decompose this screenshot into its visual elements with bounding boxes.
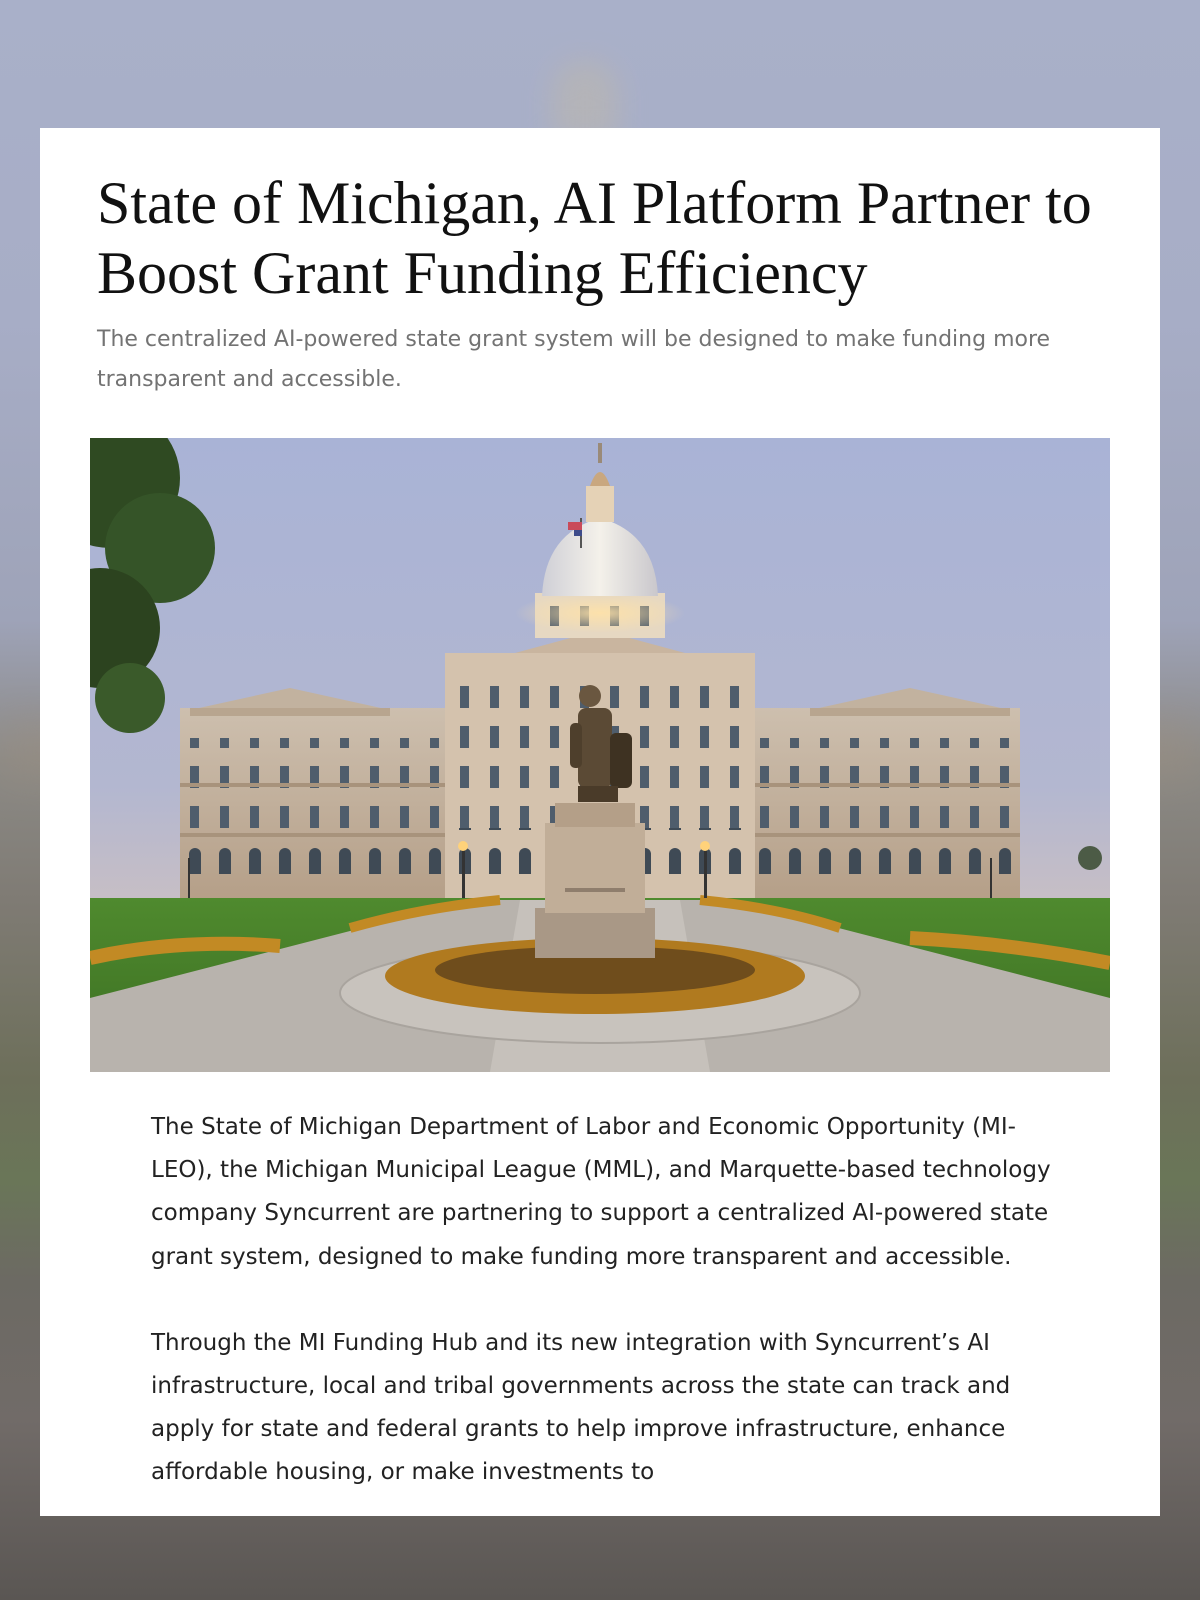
article-card [40, 128, 1160, 1516]
article-paragraph: The State of Michigan Department of Labor and Economic Opportunity (MI-LEO), the Michigan Municipal League (MML), and Marquette-based technology company Syncurrent are partnering to support a centralized AI-powered state grant system, designed to make funding more transparent and accessible. [151, 1114, 1051, 1270]
article-headline: State of Michigan, AI Platform Partner to Boost Grant Funding Efficiency [97, 170, 1092, 306]
article-subheadline: The centralized AI-powered state grant system will be designed to make funding more transparent and accessible. [97, 327, 1051, 392]
article-paragraph: Through the MI Funding Hub and its new integration with Syncurrent’s AI infrastructure, local and tribal governments across the state can track and apply for state and federal grants to help improve infrastructure, enhance affordable housing, or make investments to [151, 1329, 1011, 1486]
hero-image-capitol [90, 438, 1110, 1072]
article-body [151, 1106, 1051, 1516]
